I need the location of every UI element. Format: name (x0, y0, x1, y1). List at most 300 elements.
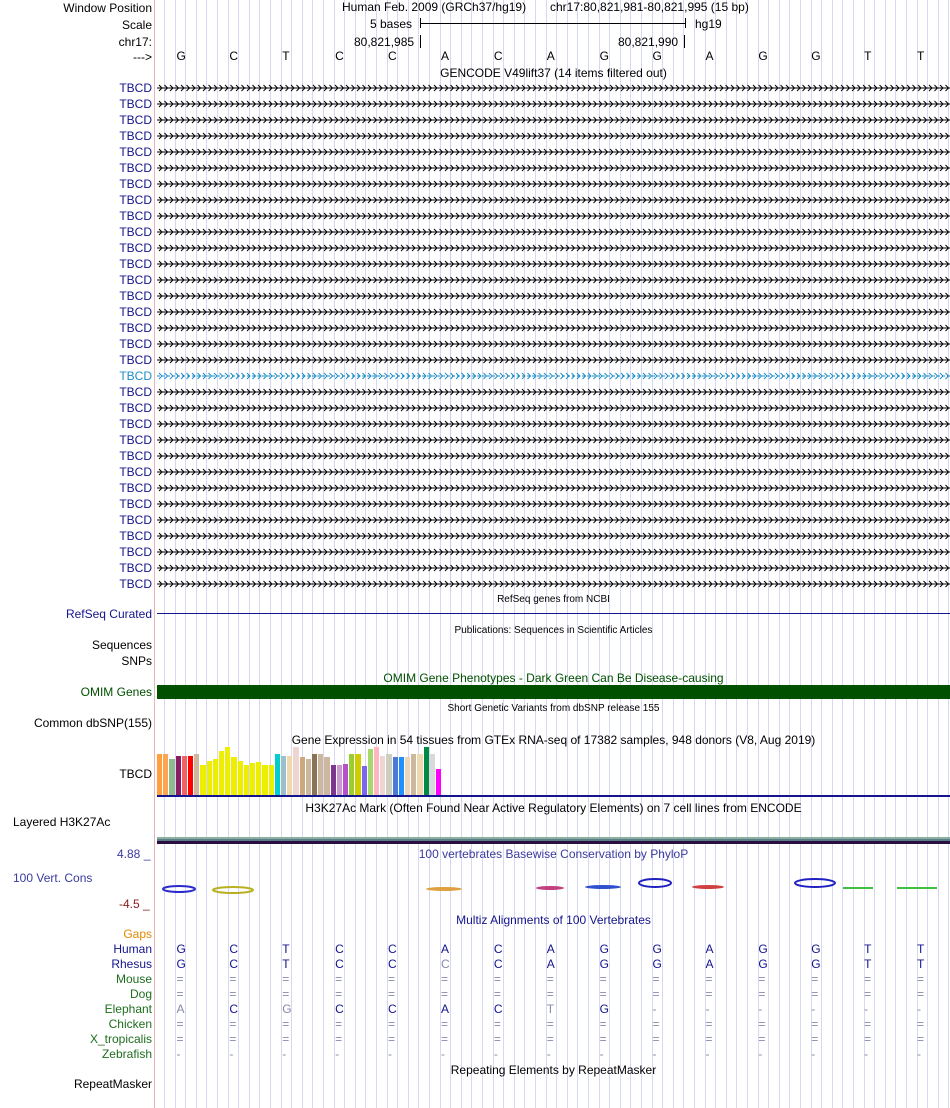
alignment-base: = (335, 987, 343, 1001)
transcript-line[interactable] (157, 99, 950, 109)
alignment-base: = (599, 987, 607, 1001)
gtex-tissue-bar[interactable] (374, 747, 379, 795)
transcript-line[interactable] (157, 163, 950, 173)
alignment-base: = (388, 972, 396, 986)
alignment-base: = (440, 1032, 448, 1046)
alignment-base: = (864, 972, 872, 986)
alignment-base: = (811, 1017, 819, 1031)
alignment-base: G (758, 957, 768, 971)
species-label[interactable]: Dog (129, 987, 152, 1001)
gtex-tissue-bar[interactable] (293, 747, 298, 795)
gtex-tissue-bar[interactable] (287, 756, 292, 795)
phylop-mark-a (426, 887, 462, 891)
h3k27ac-label[interactable]: Layered H3K27Ac (13, 815, 111, 829)
gtex-tissue-bar[interactable] (386, 754, 391, 795)
gtex-tissue-bar[interactable] (213, 759, 218, 795)
alignment-base: = (546, 972, 554, 986)
alignment-base: = (705, 972, 713, 986)
scale-text: 5 bases (370, 17, 413, 31)
gencode-item-label[interactable]: TBCD (119, 289, 152, 303)
alignment-base: = (811, 987, 819, 1001)
alignment-base: - (440, 1047, 445, 1061)
refseq-track-title: RefSeq genes from NCBI (497, 594, 610, 605)
gtex-tissue-bar[interactable] (238, 761, 243, 795)
alignment-base: = (440, 1017, 448, 1031)
refseq-track[interactable] (157, 613, 950, 614)
transcript-line[interactable] (157, 291, 950, 301)
phylop-mark-a2 (536, 886, 564, 890)
transcript-line[interactable] (157, 499, 950, 509)
gtex-tissue-bar[interactable] (281, 756, 286, 795)
alignment-base: - (335, 1047, 340, 1061)
coord-left: 80,821,985 (354, 35, 415, 49)
alignment-base: C (493, 1002, 503, 1016)
alignment-base: T (864, 957, 872, 971)
gtex-tissue-bar[interactable] (318, 754, 323, 795)
repeatmasker-label[interactable]: RepeatMasker (73, 1077, 152, 1091)
coord-left-tick (420, 35, 421, 48)
gtex-tissue-bar[interactable] (424, 747, 429, 795)
transcript-line[interactable] (157, 547, 950, 557)
alignment-base: = (811, 972, 819, 986)
alignment-base: = (493, 1017, 501, 1031)
species-label[interactable]: Mouse (115, 972, 152, 986)
gtex-tissue-bar[interactable] (256, 762, 261, 795)
alignment-base: = (864, 987, 872, 1001)
alignment-base: = (758, 1032, 766, 1046)
base-letter: A (546, 49, 555, 63)
gencode-track-title: GENCODE V49lift37 (14 items filtered out) (440, 66, 667, 80)
publications-track-title: Publications: Sequences in Scientific Articles (454, 625, 653, 636)
dbsnp-track-title: Short Genetic Variants from dbSNP release 155 (447, 703, 660, 714)
alignment-base: = (652, 972, 660, 986)
gtex-tissue-bar[interactable] (207, 761, 212, 795)
repeatmasker-track-title: Repeating Elements by RepeatMasker (450, 1063, 657, 1077)
omim-gene-bar[interactable] (157, 685, 950, 699)
gtex-tissue-bar[interactable] (399, 757, 404, 795)
gtex-tissue-bar[interactable] (312, 754, 317, 795)
transcript-line[interactable] (157, 131, 950, 141)
alignment-base: - (758, 1002, 763, 1016)
gtex-tissue-bar[interactable] (362, 766, 367, 795)
alignment-base: C (388, 942, 397, 956)
alignment-base: C (440, 957, 450, 971)
phylop-track-title: 100 vertebrates Basewise Conservation by PhyloP (418, 847, 689, 861)
alignment-base: A (440, 1002, 449, 1016)
alignment-base: = (599, 972, 607, 986)
gencode-item-label[interactable]: TBCD (119, 209, 152, 223)
gencode-item-label[interactable]: TBCD (119, 449, 152, 463)
chrom-label: chr17: (118, 35, 152, 49)
base-letter: A (440, 49, 449, 63)
alignment-base: = (493, 1032, 501, 1046)
phylop-mark-g2 (639, 879, 671, 887)
alignment-base: = (176, 1017, 184, 1031)
alignment-base: - (864, 1047, 869, 1061)
gtex-tissue-bar[interactable] (231, 757, 236, 795)
transcript-line[interactable] (157, 179, 950, 189)
alignment-base: T (917, 942, 925, 956)
transcript-line[interactable] (157, 387, 950, 397)
gtex-tissue-bar[interactable] (393, 757, 398, 795)
alignment-base: = (176, 987, 184, 1001)
base-letter: C (229, 49, 239, 63)
gencode-item-label[interactable]: TBCD (119, 161, 152, 175)
alignment-base: C (229, 942, 239, 956)
transcript-line[interactable] (157, 259, 950, 269)
alignment-base: = (599, 1017, 607, 1031)
transcript-line[interactable] (157, 115, 950, 125)
gencode-item-label[interactable]: TBCD (119, 561, 152, 575)
gtex-tissue-bar[interactable] (182, 756, 187, 795)
alignment-base: C (335, 957, 344, 971)
alignment-base: = (176, 1032, 184, 1046)
alignment-base: C (335, 1002, 344, 1016)
transcript-line[interactable] (157, 563, 950, 573)
gencode-item-label[interactable]: TBCD (119, 385, 152, 399)
base-letter: G (176, 49, 186, 63)
phylop-max: 4.88 _ (117, 847, 151, 861)
transcript-line[interactable] (157, 275, 950, 285)
gencode-item-label[interactable]: TBCD (119, 241, 152, 255)
gencode-item-label[interactable]: TBCD (119, 497, 152, 511)
gtex-tissue-bar[interactable] (300, 757, 305, 795)
transcript-line[interactable] (157, 483, 950, 493)
alignment-base: T (864, 942, 872, 956)
scale-bar (420, 18, 686, 28)
alignment-base: - (652, 1047, 657, 1061)
alignment-base: G (282, 1002, 292, 1016)
h3k27ac-signal[interactable] (157, 837, 950, 844)
alignment-base: T (546, 1002, 555, 1016)
gaps-label[interactable]: Gaps (123, 927, 152, 941)
phylop-label[interactable]: 100 Vert. Cons (13, 871, 93, 885)
phylop-mark-g3 (692, 885, 724, 889)
alignment-base: = (917, 972, 925, 986)
window-position-label: Window Position (63, 1, 152, 15)
alignment-base: - (864, 1002, 869, 1016)
gencode-item-label[interactable]: TBCD (119, 401, 152, 415)
gtex-tissue-bar[interactable] (411, 754, 416, 795)
transcript-line[interactable] (157, 307, 950, 317)
dbsnp-label[interactable]: Common dbSNP(155) (33, 716, 152, 730)
alignment-base: - (229, 1047, 234, 1061)
alignment-base: = (811, 1032, 819, 1046)
alignment-base: G (176, 957, 186, 971)
alignment-base: - (811, 1002, 816, 1016)
gencode-item-label[interactable]: TBCD (119, 113, 152, 127)
alignment-base: = (282, 987, 290, 1001)
base-letter: G (811, 49, 821, 63)
transcript-line[interactable] (157, 451, 950, 461)
gencode-item-label[interactable]: TBCD (119, 257, 152, 271)
species-label[interactable]: Zebrafish (101, 1047, 152, 1061)
base-letter: A (705, 49, 714, 63)
gencode-item-label[interactable]: TBCD (119, 465, 152, 479)
alignment-base: - (546, 1047, 551, 1061)
alignment-base: = (229, 987, 237, 1001)
alignment-base: = (282, 972, 290, 986)
gtex-tissue-bar[interactable] (163, 754, 168, 795)
h3k27ac-track-title: H3K27Ac Mark (Often Found Near Active Regulatory Elements) on 7 cell lines from ENCODE (305, 801, 802, 815)
alignment-base: G (599, 942, 609, 956)
gencode-item-label[interactable]: TBCD (119, 273, 152, 287)
alignment-base: - (811, 1047, 816, 1061)
gtex-tissue-bar[interactable] (380, 756, 385, 795)
alignment-base: = (546, 1017, 554, 1031)
gencode-item-label[interactable]: TBCD (119, 129, 152, 143)
gencode-item-label[interactable]: TBCD (119, 145, 152, 159)
gtex-tissue-bar[interactable] (244, 765, 249, 795)
alignment-base: G (176, 942, 186, 956)
strand-label: ---> (133, 50, 152, 64)
transcript-line[interactable] (157, 403, 950, 413)
alignment-base: = (917, 1017, 925, 1031)
species-label[interactable]: Human (113, 942, 152, 956)
gencode-item-label[interactable]: TBCD (119, 417, 152, 431)
gtex-label[interactable]: TBCD (119, 767, 152, 781)
transcript-line[interactable] (157, 211, 950, 221)
transcript-line[interactable] (157, 435, 950, 445)
base-letter: C (335, 49, 344, 63)
gtex-tissue-bar[interactable] (200, 765, 205, 795)
transcript-line[interactable] (157, 227, 950, 237)
alignment-base: G (811, 942, 821, 956)
alignment-base: G (599, 957, 609, 971)
gtex-tissue-bar[interactable] (250, 763, 255, 795)
alignment-base: = (335, 1017, 343, 1031)
phylop-min: -4.5 _ (119, 897, 150, 911)
phylop-mark-t (843, 887, 873, 889)
base-letter: T (917, 49, 925, 63)
alignment-base: = (176, 972, 184, 986)
gtex-tissue-bar[interactable] (349, 754, 354, 795)
gencode-item-label[interactable]: TBCD (119, 433, 152, 447)
coord-right-tick (684, 35, 685, 48)
alignment-base: - (917, 1047, 922, 1061)
alignment-base: = (705, 1017, 713, 1031)
alignment-base: G (652, 942, 662, 956)
transcript-line[interactable] (157, 195, 950, 205)
alignment-base: C (229, 957, 239, 971)
species-label[interactable]: Rhesus (111, 957, 152, 971)
gtex-tissue-bar[interactable] (269, 765, 274, 795)
base-letter: G (652, 49, 662, 63)
gtex-tissue-bar[interactable] (355, 754, 360, 795)
gencode-item-label[interactable]: TBCD (119, 337, 152, 351)
transcript-line[interactable] (157, 323, 950, 333)
gencode-item-label[interactable]: TBCD (119, 225, 152, 239)
omim-track-title: OMIM Gene Phenotypes - Dark Green Can Be Disease-causing (383, 671, 724, 685)
alignment-base: A (176, 1002, 185, 1016)
phylop-mark-c (213, 887, 253, 893)
alignment-base: G (652, 957, 662, 971)
alignment-base: - (599, 1047, 604, 1061)
phylop-mark-g4 (795, 879, 835, 887)
alignment-base: = (440, 987, 448, 1001)
gencode-item-label[interactable]: TBCD (119, 481, 152, 495)
alignment-base: = (282, 1032, 290, 1046)
alignment-base: = (758, 972, 766, 986)
gtex-tissue-bar[interactable] (194, 754, 199, 795)
gtex-tissue-bar[interactable] (368, 749, 373, 795)
alignment-base: A (705, 942, 714, 956)
alignment-base: = (864, 1017, 872, 1031)
phylop-logo[interactable] (157, 876, 950, 896)
alignment-base: = (493, 987, 501, 1001)
gencode-item-label[interactable]: TBCD (119, 193, 152, 207)
coord-right: 80,821,990 (618, 35, 679, 49)
transcript-line[interactable] (157, 467, 950, 477)
gtex-tissue-bar[interactable] (157, 754, 162, 795)
base-letter: C (388, 49, 397, 63)
alignment-base: = (493, 972, 501, 986)
alignment-base: - (493, 1047, 498, 1061)
alignment-base: A (440, 942, 449, 956)
alignment-base: C (388, 1002, 397, 1016)
alignment-base: = (652, 1017, 660, 1031)
gencode-item-label[interactable]: TBCD (119, 81, 152, 95)
gtex-tissue-bar[interactable] (262, 765, 267, 795)
gtex-tissue-bar[interactable] (169, 759, 174, 795)
gtex-tissue-bar[interactable] (176, 756, 181, 795)
alignment-base: = (440, 972, 448, 986)
alignment-base: G (599, 1002, 609, 1016)
transcript-line[interactable] (157, 355, 950, 365)
base-letter: T (864, 49, 872, 63)
gtex-tissue-bar[interactable] (417, 754, 422, 795)
alignment-base: = (229, 1017, 237, 1031)
gencode-item-label[interactable]: TBCD (119, 513, 152, 527)
alignment-base: = (864, 1032, 872, 1046)
gencode-item-label[interactable]: TBCD (119, 177, 152, 191)
base-letter: T (282, 49, 290, 63)
db-label: hg19 (695, 17, 722, 31)
snps-label[interactable]: SNPs (121, 654, 152, 668)
gtex-tissue-bar[interactable] (219, 751, 224, 795)
gtex-tissue-bar[interactable] (331, 765, 336, 795)
alignment-base: C (493, 957, 503, 971)
alignment-base: = (758, 1017, 766, 1031)
alignment-base: = (229, 1032, 237, 1046)
species-label[interactable]: Chicken (108, 1017, 152, 1031)
refseq-label[interactable]: RefSeq Curated (65, 607, 152, 621)
base-letter: G (599, 49, 609, 63)
base-letter: G (758, 49, 768, 63)
gtex-tissue-bar[interactable] (436, 769, 441, 795)
transcript-line[interactable] (157, 147, 950, 157)
phylop-mark-c2 (585, 885, 621, 889)
gencode-item-label[interactable]: TBCD (119, 545, 152, 559)
gtex-tissue-bar[interactable] (337, 765, 342, 795)
alignment-base: = (546, 987, 554, 1001)
alignment-base: = (705, 1032, 713, 1046)
alignment-base: = (917, 987, 925, 1001)
phylop-mark-t2 (897, 887, 937, 889)
gtex-tissue-bar[interactable] (306, 759, 311, 795)
omim-label[interactable]: OMIM Genes (80, 685, 152, 699)
gtex-tissue-bar[interactable] (275, 754, 280, 795)
gtex-tissue-bar[interactable] (225, 747, 230, 795)
transcript-line[interactable] (157, 579, 950, 589)
alignment-base: = (917, 1032, 925, 1046)
gencode-item-label[interactable]: TBCD (119, 97, 152, 111)
alignment-base: = (282, 1017, 290, 1031)
transcript-line[interactable] (157, 419, 950, 429)
scale-label: Scale (121, 18, 152, 32)
alignment-base: A (705, 957, 714, 971)
gtex-tissue-bar[interactable] (324, 757, 329, 795)
transcript-line[interactable] (157, 243, 950, 253)
species-label[interactable]: X_tropicalis (89, 1032, 152, 1046)
alignment-base: = (335, 972, 343, 986)
publications-label[interactable]: Sequences (91, 638, 152, 652)
alignment-base: = (652, 987, 660, 1001)
transcript-line[interactable] (157, 531, 950, 541)
alignment-base: A (546, 957, 555, 971)
position-text: chr17:80,821,981-80,821,995 (15 bp) (550, 0, 749, 14)
gtex-tissue-bar[interactable] (343, 764, 348, 795)
gencode-item-label[interactable]: TBCD (119, 529, 152, 543)
gencode-item-label[interactable]: TBCD (119, 353, 152, 367)
alignment-base: - (388, 1047, 393, 1061)
alignment-base: = (705, 987, 713, 1001)
gencode-item-label[interactable]: TBCD (119, 321, 152, 335)
gtex-tissue-bar[interactable] (405, 757, 410, 795)
alignment-base: G (758, 942, 768, 956)
transcript-line[interactable] (157, 371, 950, 381)
alignment-base: = (546, 1032, 554, 1046)
alignment-base: C (229, 1002, 239, 1016)
alignment-base: - (705, 1002, 710, 1016)
alignment-base: - (176, 1047, 181, 1061)
label-divider (154, 0, 155, 1108)
alignment-base: = (758, 987, 766, 1001)
phylop-mark-g (163, 886, 195, 892)
alignment-base: G (811, 957, 821, 971)
alignment-base: T (282, 942, 290, 956)
gtex-tissue-bar[interactable] (188, 756, 193, 795)
alignment-base: - (282, 1047, 287, 1061)
alignment-base: = (652, 1032, 660, 1046)
species-label[interactable]: Elephant (104, 1002, 152, 1016)
base-letter: C (493, 49, 503, 63)
gencode-item-label[interactable]: TBCD (119, 369, 152, 383)
multiz-track-title: Multiz Alignments of 100 Vertebrates (456, 913, 651, 927)
alignment-base: T (917, 957, 925, 971)
alignment-base: = (599, 1032, 607, 1046)
alignment-base: - (917, 1002, 922, 1016)
alignment-base: = (388, 1032, 396, 1046)
gtex-baseline (157, 795, 950, 797)
transcript-line[interactable] (157, 83, 950, 93)
alignment-base: - (705, 1047, 710, 1061)
alignment-base: - (652, 1002, 657, 1016)
transcript-line[interactable] (157, 339, 950, 349)
alignment-base: T (282, 957, 290, 971)
alignment-base: = (229, 972, 237, 986)
transcript-line[interactable] (157, 515, 950, 525)
alignment-base: = (335, 1032, 343, 1046)
alignment-base: = (388, 987, 396, 1001)
alignment-base: C (335, 942, 344, 956)
alignment-base: = (388, 1017, 396, 1031)
gencode-item-label[interactable]: TBCD (119, 577, 152, 591)
gencode-item-label[interactable]: TBCD (119, 305, 152, 319)
gtex-tissue-bar[interactable] (430, 754, 435, 795)
alignment-base: - (758, 1047, 763, 1061)
alignment-base: A (546, 942, 555, 956)
